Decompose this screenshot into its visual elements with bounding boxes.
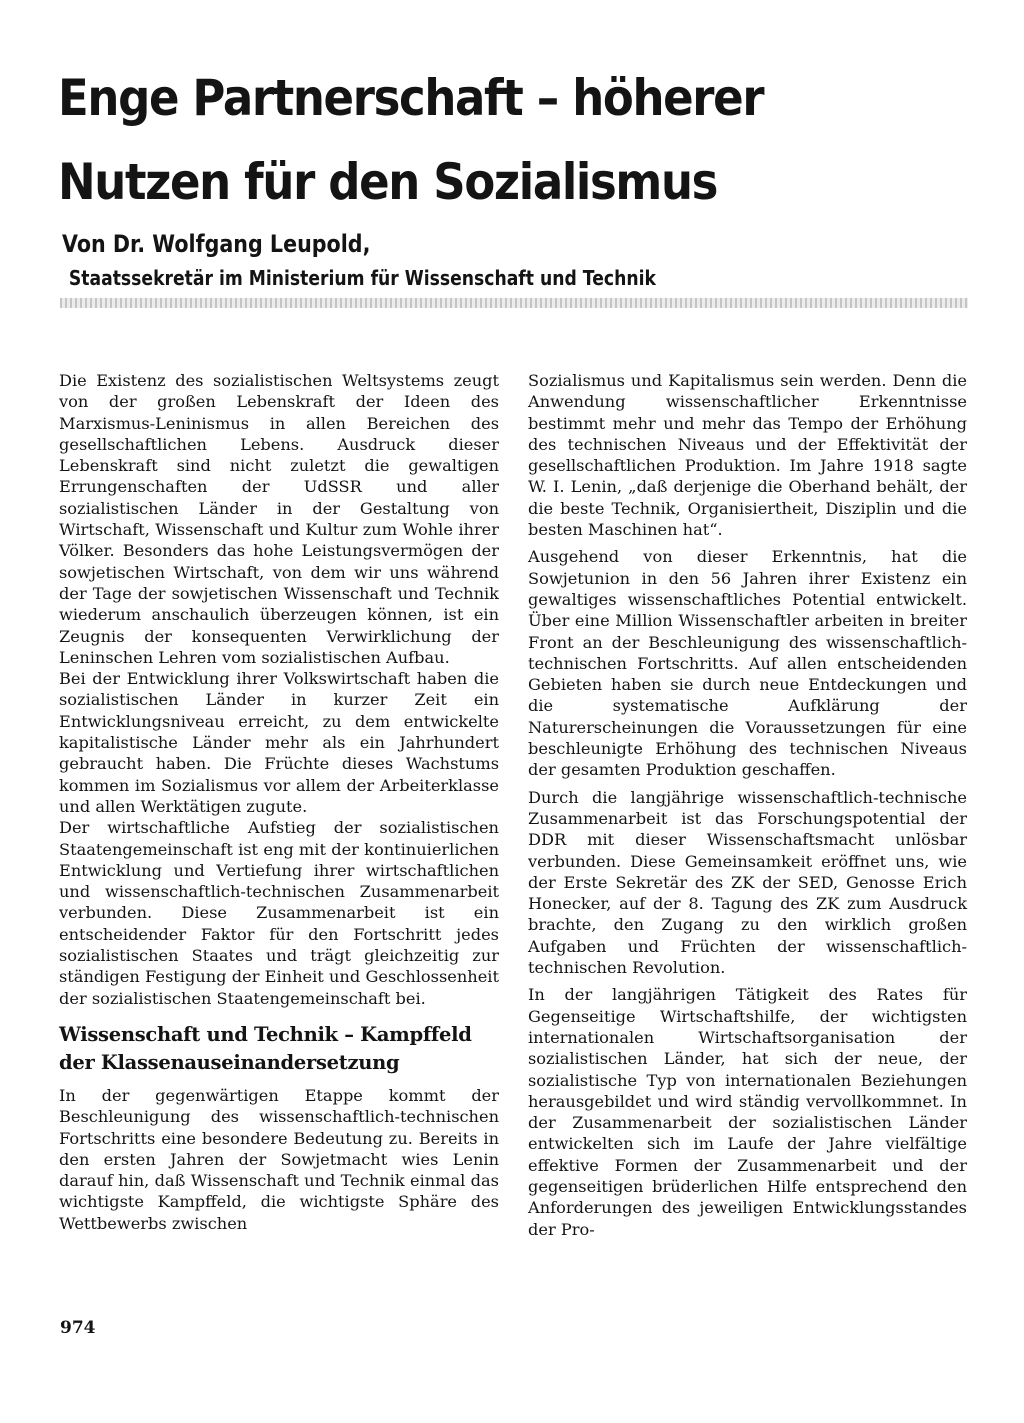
article-title — [58, 56, 904, 224]
paragraph: Die Existenz des sozialistischen Weltsystems zeugt von der großen Lebenskraft der Ideen des Marxismus-Leninismus in allen Bereichen des gesellschaftlichen Lebens. Ausdruck dieser Lebenskraft sind nicht zuletzt die gewaltigen Errungenschaften der UdSSR und aller sozialistischen Länder in der Gestaltung von Wirtschaft, Wissenschaft und Kultur zum Wohle ihrer Völker. Besonders das hohe Leistungsvermögen der sowjetischen Wirtschaft, von dem wir uns während der Tage der sowjetischen Wissenschaft und Technik wiederum anschaulich überzeugen können, ist ein Zeugnis der konsequenten Verwirklichung der Leninschen Lehren vom sozialistischen Aufbau. — [59, 371, 499, 667]
paragraph: In der langjährigen Tätigkeit des Rates für Gegenseitige Wirtschaftshilfe, der wichtigsten internationalen Wirtschaftsorganisation der sozialistischen Länder, hat sich der neue, der sozialistische Typ von internationalen Beziehungen herausgebildet und wird ständig vervollkommnet. In der Zusammenarbeit der sozialistischen Länder entwickelten sich im Laufe der Jahre vielfältige effektive Formen der Zusammenarbeit und der gegenseitigen brüderlichen Hilfe entsprechend den Anforderungen des jeweiligen Entwicklungsstandes der Pro- — [528, 985, 967, 1239]
page-number: 974 — [60, 1318, 96, 1338]
article-title-line-1: Enge Partnerschaft – höherer — [58, 69, 764, 127]
left-column — [59, 370, 499, 1234]
right-column — [528, 370, 967, 1240]
paragraph: In der gegenwärtigen Etappe kommt der Beschleunigung des wissenschaftlich-technischen Fortschritts eine besondere Bedeutung zu. Bereits in den ersten Jahren der Sowjetmacht wies Lenin darauf hin, daß Wissenschaft und Technik einmal das wichtigste Kampffeld, die wichtigste Sphäre des Wettbewerbs zwischen — [59, 1085, 499, 1233]
section-heading: Wissenschaft und Technik – Kampffeld der Klassenauseinandersetzung — [59, 1022, 472, 1074]
author-role: Staatssekretär im Ministerium für Wissenschaft und Technik — [68, 266, 656, 290]
author-name: Von Dr. Wolfgang Leupold, — [62, 230, 371, 258]
paragraph: Der wirtschaftliche Aufstieg der sozialistischen Staatengemeinschaft ist eng mit der kontinuierlichen Entwicklung und Vertiefung ihrer wirtschaftlichen und wissenschaftlich-technischen Zusammenarbeit verbunden. Diese Zusammenarbeit ist ein entscheidender Faktor für den Fortschritt jedes sozialistischen Staates und trägt gleichzeitig zur ständigen Festigung der Einheit und Geschlossenheit der sozialistischen Staatengemeinschaft bei. — [59, 818, 499, 1008]
paragraph: Bei der Entwicklung ihrer Volkswirtschaft haben die sozialistischen Länder in kurzer Zeit ein Entwicklungsniveau erreicht, zu dem entwickelte kapitalistische Länder mehr als ein Jahrhundert gebraucht haben. Die Früchte dieses Wachstums kommen im Sozialismus vor allem der Arbeiterklasse und allen Werktätigen zugute. — [59, 669, 499, 816]
paragraph: Sozialismus und Kapitalismus sein werden. Denn die Anwendung wissenschaftlicher Erkenntnisse bestimmt mehr und mehr das Tempo der Erhöhung des technischen Niveaus und der Effektivität der gesellschaftlichen Produktion. Im Jahre 1918 sagte W. I. Lenin, „daß derjenige die Oberhand behält, der die beste Technik, Organisiertheit, Disziplin und die besten Maschinen hat“. — [528, 371, 967, 540]
decorative-rule — [60, 298, 968, 308]
paragraph: Durch die langjährige wissenschaftlich-technische Zusammenarbeit ist das Forschungspotential der DDR mit dieser Wissenschaftsmacht unlösbar verbunden. Diese Gemeinsamkeit eröffnet uns, wie der Erste Sekretär des ZK der SED, Genosse Erich Honecker, auf der 8. Tagung des ZK zum Ausdruck brachte, den Zugang zu den wirklich großen Aufgaben und Früchten der wissenschaftlich-technischen Revolution. — [528, 787, 967, 978]
byline — [62, 228, 922, 294]
paragraph: Ausgehend von dieser Erkenntnis, hat die Sowjetunion in den 56 Jahren ihrer Existenz ein gewaltiges wissenschaftliches Potential entwickelt. Über eine Million Wissenschaftler arbeiten in breiter Front an der Beschleunigung des wissenschaftlich-technischen Fortschritts. Auf allen entscheidenden Gebieten haben sie durch neue Entdeckungen und die systematische Aufklärung der Naturerscheinungen die Voraussetzungen für eine beschleunigte Erhöhung des technischen Niveaus der gesamten Produktion geschaffen. — [528, 547, 967, 780]
article-title-line-2: Nutzen für den Sozialismus — [58, 153, 718, 211]
